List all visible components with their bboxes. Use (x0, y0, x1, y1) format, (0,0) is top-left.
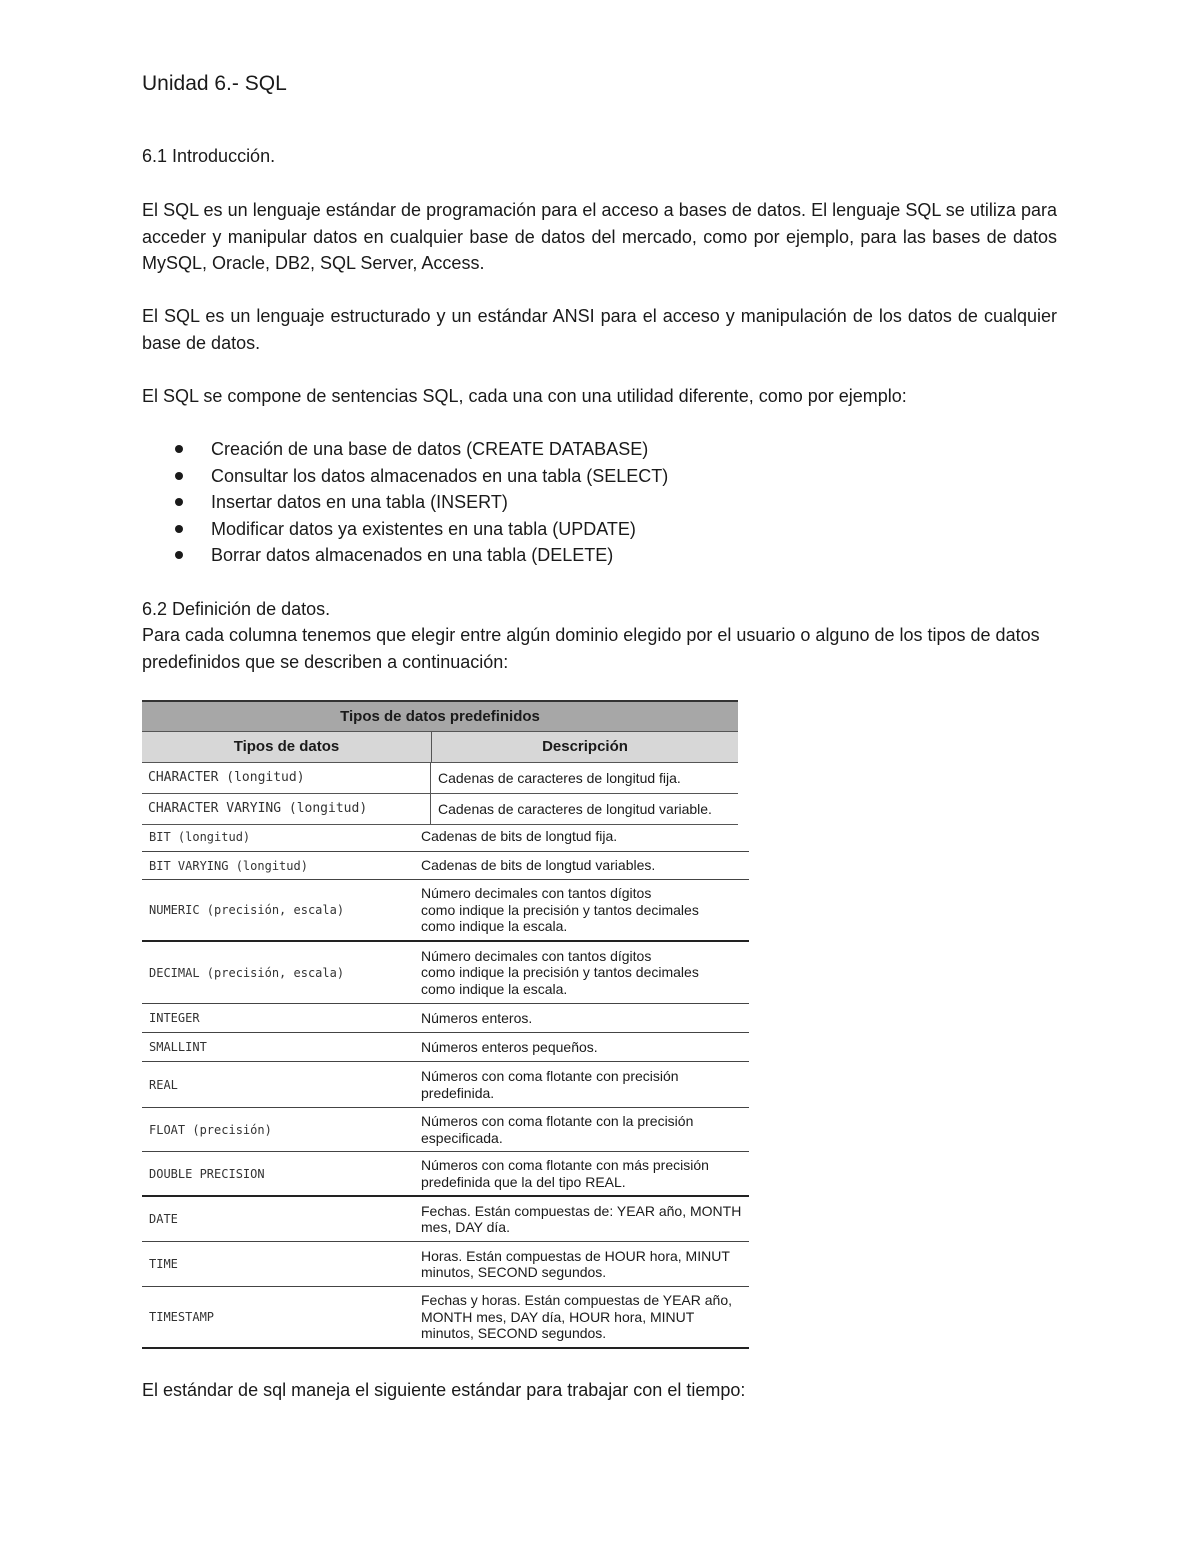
type-cell: CHARACTER VARYING (longitud) (142, 794, 431, 824)
bullet-icon (175, 445, 183, 453)
type-cell: SMALLINT (149, 1040, 207, 1054)
paragraph-sql-ansi: El SQL es un lenguaje estructurado y un estándar ANSI para el acceso y manipulación de los datos de cualquier base de datos. (142, 306, 1057, 353)
description-cell: Números con coma flotante con la precisión especificada. (421, 1113, 694, 1146)
data-types-table-header (142, 700, 738, 825)
list-item: Consultar los datos almacenados en una tabla (SELECT) (142, 463, 668, 490)
type-cell: DECIMAL (precisión, escala) (149, 965, 345, 980)
table-row (142, 1287, 749, 1349)
paragraph-time-standard: El estándar de sql maneja el siguiente estándar para trabajar con el tiempo: (142, 1380, 746, 1400)
table-row (142, 1033, 749, 1062)
type-cell: TIMESTAMP (149, 1310, 215, 1324)
description-cell: Números con coma flotante con más precisión predefinida que la del tipo REAL. (421, 1157, 709, 1190)
description-cell: Número decimales con tantos dígitos como indique la precisión y tantos decimales como indique la escala. (421, 947, 699, 997)
type-cell: BIT (longitud) (149, 829, 251, 844)
type-cell: DATE (149, 1212, 178, 1226)
list-item: Creación de una base de datos (CREATE DATABASE) (142, 436, 668, 463)
description-cell: Cadenas de bits de longtud variables. (421, 857, 656, 874)
section-heading-intro: 6.1 Introducción. (142, 146, 276, 166)
table-row (142, 1197, 749, 1242)
type-cell: FLOAT (precisión) (149, 1122, 272, 1137)
section-heading-data-definition: 6.2 Definición de datos. (142, 599, 331, 619)
page-title: Unidad 6.- SQL (142, 72, 287, 95)
table-row (142, 762, 738, 793)
bullet-icon (175, 525, 183, 533)
type-cell: REAL (149, 1077, 178, 1092)
list-item: Modificar datos ya existentes en una tabla (UPDATE) (142, 516, 668, 543)
type-cell: INTEGER (149, 1011, 200, 1025)
type-cell: BIT VARYING (longitud) (149, 858, 308, 873)
type-cell: CHARACTER (longitud) (142, 763, 431, 793)
type-cell: DOUBLE PRECISION (149, 1166, 265, 1181)
data-types-table-body (142, 822, 749, 1349)
bullet-icon (175, 551, 183, 559)
table-row (142, 852, 749, 880)
table-row (142, 793, 738, 825)
table-row (142, 942, 749, 1004)
description-cell: Números enteros. (421, 1009, 533, 1026)
description-cell: Números con coma flotante con precisión predefinida. (421, 1068, 679, 1101)
list-item: Insertar datos en una tabla (INSERT) (142, 489, 668, 516)
type-cell: NUMERIC (precisión, escala) (149, 903, 345, 917)
description-cell: Fechas y horas. Están compuestas de YEAR año, MONTH mes, DAY día, HOUR hora, MINUT minutos, SECOND segundos. (421, 1292, 733, 1342)
paragraph-data-types-intro: Para cada columna tenemos que elegir entre algún dominio elegido por el usuario o alguno de los tipos de datos predefinidos que se describen a continuación: (142, 625, 1040, 672)
description-cell: Horas. Están compuestas de HOUR hora, MINUT minutos, SECOND segundos. (421, 1247, 730, 1280)
table-title: Tipos de datos predefinidos (142, 700, 738, 731)
bullet-icon (175, 498, 183, 506)
list-item: Borrar datos almacenados en una tabla (DELETE) (142, 542, 668, 569)
type-cell: TIME (149, 1257, 178, 1271)
column-header-description: Descripción (542, 738, 628, 755)
table-row (142, 1004, 749, 1033)
table-row (142, 1242, 749, 1287)
table-row (142, 1062, 749, 1108)
description-cell: Cadenas de bits de longtud fija. (421, 828, 618, 845)
table-row (142, 1152, 749, 1197)
table-row (142, 1108, 749, 1152)
statements-list (142, 436, 668, 569)
description-cell: Números enteros pequeños. (421, 1038, 598, 1055)
description-cell: Número decimales con tantos dígitos como indique la precisión y tantos decimales como indique la escala. (421, 885, 699, 935)
table-column-headers (142, 731, 738, 762)
paragraph-sql-statements: El SQL se compone de sentencias SQL, cada una con una utilidad diferente, como por ejemplo: (142, 386, 907, 406)
bullet-icon (175, 472, 183, 480)
paragraph-sql-definition: El SQL es un lenguaje estándar de programación para el acceso a bases de datos. El lenguaje SQL se utiliza para acceder y manipular datos en cualquier base de datos del mercado, como por ejemplo, para las bases de datos MySQL, Oracle, DB2, SQL Server, Access. (142, 200, 1057, 273)
description-cell: Fechas. Están compuestas de: YEAR año, MONTH mes, DAY día. (421, 1202, 742, 1235)
description-cell: Cadenas de caracteres de longitud fija. (438, 770, 681, 786)
column-header-type: Tipos de datos (142, 732, 432, 762)
description-cell: Cadenas de caracteres de longitud variable. (438, 801, 712, 817)
table-row (142, 880, 749, 942)
table-row (142, 822, 749, 852)
